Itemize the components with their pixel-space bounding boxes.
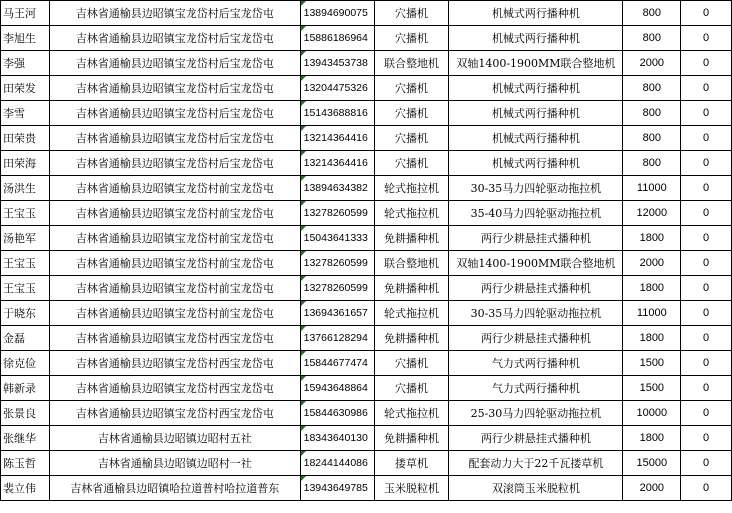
cell-phone[interactable]: 13894690075 bbox=[300, 1, 374, 26]
cell-machine-type[interactable]: 轮式拖拉机 bbox=[374, 301, 449, 326]
cell-subsidy[interactable]: 11000 bbox=[623, 176, 681, 201]
cell-subsidy[interactable]: 1800 bbox=[623, 276, 681, 301]
cell-model[interactable]: 两行少耕悬挂式播种机 bbox=[449, 276, 623, 301]
cell-machine-type[interactable]: 玉米脱粒机 bbox=[374, 476, 449, 501]
cell-subsidy[interactable]: 1500 bbox=[623, 376, 681, 401]
cell-subsidy[interactable]: 1800 bbox=[623, 426, 681, 451]
cell-address[interactable]: 吉林省通榆县边昭镇宝龙岱村前宝龙岱屯 bbox=[49, 201, 300, 226]
cell-address[interactable]: 吉林省通榆县边昭镇宝龙岱村前宝龙岱屯 bbox=[49, 176, 300, 201]
cell-subsidy[interactable]: 15000 bbox=[623, 451, 681, 476]
cell-machine-type[interactable]: 免耕播种机 bbox=[374, 326, 449, 351]
table-row bbox=[1, 201, 732, 226]
cell-model[interactable]: 25-30马力四轮驱动拖拉机 bbox=[449, 401, 623, 426]
table-row bbox=[1, 251, 732, 276]
table-row bbox=[1, 51, 732, 76]
cell-address[interactable]: 吉林省通榆县边昭镇宝龙岱村西宝龙岱屯 bbox=[49, 351, 300, 376]
cell-name[interactable]: 田荣发 bbox=[1, 76, 50, 101]
cell-model[interactable]: 30-35马力四轮驱动拖拉机 bbox=[449, 301, 623, 326]
sheet-body bbox=[1, 1, 732, 501]
cell-address[interactable]: 吉林省通榆县边昭镇宝龙岱村后宝龙岱屯 bbox=[49, 101, 300, 126]
cell-machine-type[interactable]: 联合整地机 bbox=[374, 51, 449, 76]
cell-phone[interactable]: 13766128294 bbox=[300, 326, 374, 351]
cell-address[interactable]: 吉林省通榆县边昭镇宝龙岱村西宝龙岱屯 bbox=[49, 326, 300, 351]
cell-phone[interactable]: 18244144086 bbox=[300, 451, 374, 476]
cell-subsidy[interactable]: 800 bbox=[623, 1, 681, 26]
cell-name[interactable]: 李旭生 bbox=[1, 26, 50, 51]
cell-extra[interactable]: 0 bbox=[681, 301, 732, 326]
table-row bbox=[1, 476, 732, 501]
cell-address[interactable]: 吉林省通榆县边昭镇宝龙岱村后宝龙岱屯 bbox=[49, 126, 300, 151]
table-row bbox=[1, 126, 732, 151]
cell-name[interactable]: 于晓东 bbox=[1, 301, 50, 326]
cell-address[interactable]: 吉林省通榆县边昭镇宝龙岱村前宝龙岱屯 bbox=[49, 226, 300, 251]
cell-subsidy[interactable]: 2000 bbox=[623, 476, 681, 501]
cell-name[interactable]: 王宝玉 bbox=[1, 201, 50, 226]
cell-extra[interactable]: 0 bbox=[681, 126, 732, 151]
cell-phone[interactable]: 15043641333 bbox=[300, 226, 374, 251]
cell-extra[interactable]: 0 bbox=[681, 351, 732, 376]
cell-machine-type[interactable]: 穴播机 bbox=[374, 351, 449, 376]
cell-address[interactable]: 吉林省通榆县边昭镇宝龙岱村后宝龙岱屯 bbox=[49, 26, 300, 51]
table-row bbox=[1, 351, 732, 376]
cell-address[interactable]: 吉林省通榆县边昭镇宝龙岱村后宝龙岱屯 bbox=[49, 76, 300, 101]
cell-extra[interactable]: 0 bbox=[681, 201, 732, 226]
table-row bbox=[1, 401, 732, 426]
cell-model[interactable]: 双轴1400-1900MM联合整地机 bbox=[449, 251, 623, 276]
cell-machine-type[interactable]: 穴播机 bbox=[374, 26, 449, 51]
cell-extra[interactable]: 0 bbox=[681, 426, 732, 451]
cell-model[interactable]: 双轴1400-1900MM联合整地机 bbox=[449, 51, 623, 76]
cell-name[interactable]: 王宝玉 bbox=[1, 276, 50, 301]
cell-phone[interactable]: 13204475326 bbox=[300, 76, 374, 101]
cell-machine-type[interactable]: 穴播机 bbox=[374, 376, 449, 401]
cell-model[interactable]: 两行少耕悬挂式播种机 bbox=[449, 326, 623, 351]
cell-model[interactable]: 35-40马力四轮驱动拖拉机 bbox=[449, 201, 623, 226]
table-row bbox=[1, 276, 732, 301]
cell-name[interactable]: 徐克俭 bbox=[1, 351, 50, 376]
cell-name[interactable]: 陈玉哲 bbox=[1, 451, 50, 476]
cell-address[interactable]: 吉林省通榆县边昭镇宝龙岱村西宝龙岱屯 bbox=[49, 376, 300, 401]
cell-phone[interactable]: 15886186964 bbox=[300, 26, 374, 51]
table-row bbox=[1, 101, 732, 126]
cell-model[interactable]: 配套动力大于22千瓦搂草机 bbox=[449, 451, 623, 476]
cell-phone[interactable]: 15844630986 bbox=[300, 401, 374, 426]
table-row bbox=[1, 301, 732, 326]
table-row bbox=[1, 326, 732, 351]
cell-name[interactable]: 汤洪生 bbox=[1, 176, 50, 201]
cell-name[interactable]: 裴立伟 bbox=[1, 476, 50, 501]
cell-model[interactable]: 两行少耕悬挂式播种机 bbox=[449, 226, 623, 251]
cell-address[interactable]: 吉林省通榆县边昭镇边昭村一社 bbox=[49, 451, 300, 476]
cell-extra[interactable]: 0 bbox=[681, 1, 732, 26]
cell-address[interactable]: 吉林省通榆县边昭镇宝龙岱村后宝龙岱屯 bbox=[49, 51, 300, 76]
cell-extra[interactable]: 0 bbox=[681, 76, 732, 101]
table-row bbox=[1, 76, 732, 101]
cell-extra[interactable]: 0 bbox=[681, 226, 732, 251]
cell-extra[interactable]: 0 bbox=[681, 151, 732, 176]
cell-address[interactable]: 吉林省通榆县边昭镇宝龙岱村前宝龙岱屯 bbox=[49, 251, 300, 276]
cell-address[interactable]: 吉林省通榆县边昭镇宝龙岱村前宝龙岱屯 bbox=[49, 301, 300, 326]
cell-name[interactable]: 马王河 bbox=[1, 1, 50, 26]
cell-model[interactable]: 30-35马力四轮驱动拖拉机 bbox=[449, 176, 623, 201]
cell-subsidy[interactable]: 11000 bbox=[623, 301, 681, 326]
cell-name[interactable]: 田荣贵 bbox=[1, 126, 50, 151]
cell-phone[interactable]: 13943649785 bbox=[300, 476, 374, 501]
cell-extra[interactable]: 0 bbox=[681, 276, 732, 301]
cell-phone[interactable]: 13894634382 bbox=[300, 176, 374, 201]
cell-model[interactable]: 机械式两行播种机 bbox=[449, 76, 623, 101]
cell-model[interactable]: 气力式两行播种机 bbox=[449, 376, 623, 401]
cell-extra[interactable]: 0 bbox=[681, 376, 732, 401]
cell-subsidy[interactable]: 800 bbox=[623, 26, 681, 51]
cell-name[interactable]: 王宝玉 bbox=[1, 251, 50, 276]
cell-subsidy[interactable]: 800 bbox=[623, 76, 681, 101]
cell-subsidy[interactable]: 2000 bbox=[623, 51, 681, 76]
cell-phone[interactable]: 13278260599 bbox=[300, 201, 374, 226]
table-row bbox=[1, 151, 732, 176]
cell-name[interactable]: 张继华 bbox=[1, 426, 50, 451]
cell-address[interactable]: 吉林省通榆县边昭镇宝龙岱村前宝龙岱屯 bbox=[49, 276, 300, 301]
table-row bbox=[1, 426, 732, 451]
cell-extra[interactable]: 0 bbox=[681, 26, 732, 51]
cell-phone[interactable]: 13278260599 bbox=[300, 276, 374, 301]
cell-phone[interactable]: 15844677474 bbox=[300, 351, 374, 376]
cell-name[interactable]: 汤艳军 bbox=[1, 226, 50, 251]
cell-machine-type[interactable]: 轮式拖拉机 bbox=[374, 401, 449, 426]
cell-subsidy[interactable]: 12000 bbox=[623, 201, 681, 226]
cell-phone[interactable]: 13278260599 bbox=[300, 251, 374, 276]
cell-machine-type[interactable]: 穴播机 bbox=[374, 1, 449, 26]
table-row bbox=[1, 451, 732, 476]
cell-extra[interactable]: 0 bbox=[681, 326, 732, 351]
cell-machine-type[interactable]: 穴播机 bbox=[374, 101, 449, 126]
cell-name[interactable]: 李强 bbox=[1, 51, 50, 76]
cell-extra[interactable]: 0 bbox=[681, 101, 732, 126]
cell-machine-type[interactable]: 免耕播种机 bbox=[374, 276, 449, 301]
cell-name[interactable]: 韩新录 bbox=[1, 376, 50, 401]
cell-machine-type[interactable]: 轮式拖拉机 bbox=[374, 176, 449, 201]
cell-machine-type[interactable]: 免耕播种机 bbox=[374, 426, 449, 451]
cell-phone[interactable]: 15943648864 bbox=[300, 376, 374, 401]
table-row bbox=[1, 176, 732, 201]
cell-phone[interactable]: 18343640130 bbox=[300, 426, 374, 451]
table-row bbox=[1, 376, 732, 401]
cell-subsidy[interactable]: 800 bbox=[623, 101, 681, 126]
cell-machine-type[interactable]: 穴播机 bbox=[374, 126, 449, 151]
cell-machine-type[interactable]: 联合整地机 bbox=[374, 251, 449, 276]
cell-subsidy[interactable]: 1500 bbox=[623, 351, 681, 376]
cell-address[interactable]: 吉林省通榆县边昭镇宝龙岱村西宝龙岱屯 bbox=[49, 401, 300, 426]
cell-machine-type[interactable]: 免耕播种机 bbox=[374, 226, 449, 251]
cell-subsidy[interactable]: 10000 bbox=[623, 401, 681, 426]
cell-model[interactable]: 双滚筒玉米脱粒机 bbox=[449, 476, 623, 501]
table-row bbox=[1, 226, 732, 251]
cell-address[interactable]: 吉林省通榆县边昭镇宝龙岱村后宝龙岱屯 bbox=[49, 1, 300, 26]
cell-subsidy[interactable]: 2000 bbox=[623, 251, 681, 276]
table-row bbox=[1, 26, 732, 51]
cell-phone[interactable]: 15143688816 bbox=[300, 101, 374, 126]
cell-extra[interactable]: 0 bbox=[681, 401, 732, 426]
cell-phone[interactable]: 13943453738 bbox=[300, 51, 374, 76]
cell-name[interactable]: 张景良 bbox=[1, 401, 50, 426]
cell-subsidy[interactable]: 1800 bbox=[623, 326, 681, 351]
cell-machine-type[interactable]: 搂草机 bbox=[374, 451, 449, 476]
cell-model[interactable]: 机械式两行播种机 bbox=[449, 1, 623, 26]
cell-model[interactable]: 机械式两行播种机 bbox=[449, 101, 623, 126]
cell-model[interactable]: 气力式两行播种机 bbox=[449, 351, 623, 376]
cell-address[interactable]: 吉林省通榆县边昭镇哈拉道普村哈拉道普东 bbox=[49, 476, 300, 501]
cell-phone[interactable]: 13214364416 bbox=[300, 126, 374, 151]
cell-extra[interactable]: 0 bbox=[681, 251, 732, 276]
cell-machine-type[interactable]: 轮式拖拉机 bbox=[374, 201, 449, 226]
cell-phone[interactable]: 13214364416 bbox=[300, 151, 374, 176]
cell-extra[interactable]: 0 bbox=[681, 176, 732, 201]
cell-extra[interactable]: 0 bbox=[681, 451, 732, 476]
cell-subsidy[interactable]: 800 bbox=[623, 126, 681, 151]
cell-name[interactable]: 金磊 bbox=[1, 326, 50, 351]
cell-machine-type[interactable]: 穴播机 bbox=[374, 76, 449, 101]
cell-phone[interactable]: 13694361657 bbox=[300, 301, 374, 326]
cell-model[interactable]: 机械式两行播种机 bbox=[449, 26, 623, 51]
cell-name[interactable]: 田荣海 bbox=[1, 151, 50, 176]
cell-model[interactable]: 两行少耕悬挂式播种机 bbox=[449, 426, 623, 451]
cell-extra[interactable]: 0 bbox=[681, 51, 732, 76]
cell-extra[interactable]: 0 bbox=[681, 476, 732, 501]
cell-subsidy[interactable]: 1800 bbox=[623, 226, 681, 251]
cell-name[interactable]: 李雪 bbox=[1, 101, 50, 126]
cell-address[interactable]: 吉林省通榆县边昭镇宝龙岱村后宝龙岱屯 bbox=[49, 151, 300, 176]
cell-model[interactable]: 机械式两行播种机 bbox=[449, 126, 623, 151]
table-row bbox=[1, 1, 732, 26]
cell-subsidy[interactable]: 800 bbox=[623, 151, 681, 176]
cell-address[interactable]: 吉林省通榆县边昭镇边昭村五社 bbox=[49, 426, 300, 451]
cell-machine-type[interactable]: 穴播机 bbox=[374, 151, 449, 176]
cell-model[interactable]: 机械式两行播种机 bbox=[449, 151, 623, 176]
